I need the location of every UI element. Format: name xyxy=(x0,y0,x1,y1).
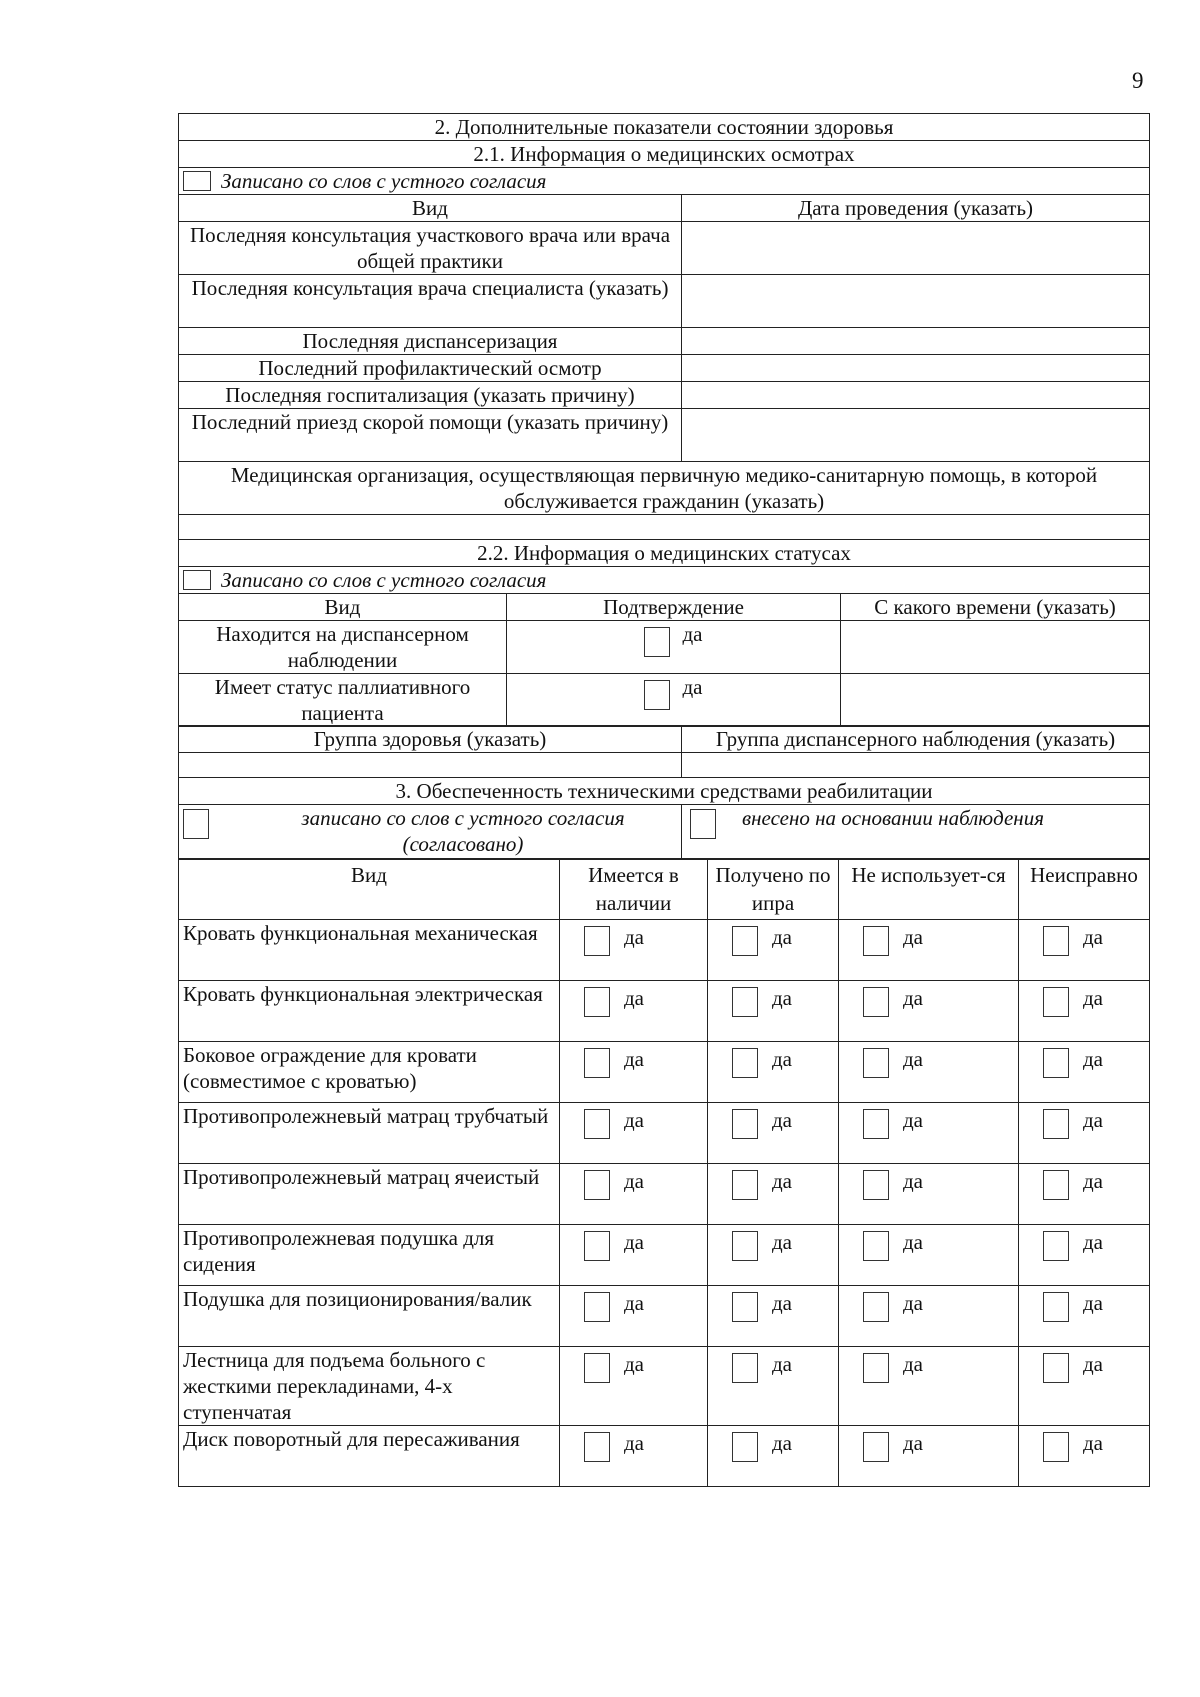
yes-label: да xyxy=(624,1046,645,1071)
yes-label: да xyxy=(1083,1351,1104,1376)
rehab-item-label: Кровать функциональная электрическая xyxy=(179,980,560,1041)
rehab-faulty-cell xyxy=(1019,919,1150,980)
rehab-unused-cell xyxy=(839,1041,1019,1102)
rehab-item-row xyxy=(179,1163,1150,1224)
rehab-available-cell xyxy=(560,1224,708,1285)
yes-label: да xyxy=(682,674,703,699)
rehab-unused-cell xyxy=(839,1224,1019,1285)
rehab-unused-cell xyxy=(839,1346,1019,1425)
rehab-faulty-checkbox[interactable] xyxy=(1043,926,1069,956)
sub22-consent-label: Записано со слов с устного согласия xyxy=(221,567,547,592)
rehab-item-row xyxy=(179,1224,1150,1285)
yes-label: да xyxy=(903,985,924,1010)
rehab-received-checkbox[interactable] xyxy=(732,926,758,956)
rehab-item-label: Боковое ограждение для кровати (совместимое с кроватью) xyxy=(179,1041,560,1102)
section2-title: 2. Дополнительные показатели состоянии здоровья xyxy=(179,114,1150,141)
rehab-available-cell xyxy=(560,919,708,980)
rehab-received-checkbox[interactable] xyxy=(732,1432,758,1462)
yes-label: да xyxy=(772,1046,793,1071)
rehab-faulty-cell xyxy=(1019,1224,1150,1285)
rehab-unused-cell xyxy=(839,980,1019,1041)
rehab-faulty-cell xyxy=(1019,1041,1150,1102)
dispensary-group-label: Группа диспансерного наблюдения (указать) xyxy=(682,726,1150,753)
yes-label: да xyxy=(903,1107,924,1132)
rehab-col-received: Получено по ипра xyxy=(708,859,839,920)
medical-status-table xyxy=(178,539,1150,727)
status-since-input[interactable] xyxy=(841,673,1150,726)
status-confirm-checkbox[interactable] xyxy=(644,680,670,710)
rehab-item-row xyxy=(179,980,1150,1041)
rehab-faulty-cell xyxy=(1019,1425,1150,1486)
rehab-unused-cell xyxy=(839,1285,1019,1346)
yes-label: да xyxy=(903,1168,924,1193)
med-org-input[interactable] xyxy=(179,515,1150,540)
rehab-consent-right xyxy=(682,804,1150,859)
sub22-consent-checkbox[interactable] xyxy=(183,570,211,590)
rehab-available-cell xyxy=(560,1041,708,1102)
yes-label: да xyxy=(903,1290,924,1315)
rehab-unused-checkbox[interactable] xyxy=(863,1048,889,1078)
exam-date-input[interactable] xyxy=(682,328,1150,355)
rehab-received-cell xyxy=(708,980,839,1041)
rehab-item-label: Противопролежневая подушка для сидения xyxy=(179,1224,560,1285)
yes-label: да xyxy=(772,1229,793,1254)
exam-date-input[interactable] xyxy=(682,222,1150,275)
rehab-faulty-checkbox[interactable] xyxy=(1043,1170,1069,1200)
exam-row-label: Последний приезд скорой помощи (указать причину) xyxy=(179,409,682,462)
yes-label: да xyxy=(1083,1229,1104,1254)
status-row-label: Находится на диспансерном наблюдении xyxy=(179,620,507,673)
yes-label: да xyxy=(624,1430,645,1455)
rehab-unused-checkbox[interactable] xyxy=(863,1231,889,1261)
rehab-col-unused: Не использует-ся xyxy=(839,859,1019,920)
exam-date-input[interactable] xyxy=(682,355,1150,382)
rehab-unused-checkbox[interactable] xyxy=(863,1170,889,1200)
rehab-available-checkbox[interactable] xyxy=(584,1109,610,1139)
rehab-received-cell xyxy=(708,1224,839,1285)
exam-row-label: Последняя консультация врача специалиста (указать) xyxy=(179,275,682,328)
yes-label: да xyxy=(1083,1168,1104,1193)
rehab-faulty-checkbox[interactable] xyxy=(1043,1353,1069,1383)
exam-row-label: Последний профилактический осмотр xyxy=(179,355,682,382)
rehab-item-row xyxy=(179,1346,1150,1425)
rehab-faulty-cell xyxy=(1019,1346,1150,1425)
yes-label: да xyxy=(772,1168,793,1193)
rehab-items-table xyxy=(178,919,1150,1487)
rehab-consent-left-label: записано со слов с устного согласия (согласовано) xyxy=(301,805,625,856)
yes-label: да xyxy=(772,1107,793,1132)
yes-label: да xyxy=(903,1351,924,1376)
yes-label: да xyxy=(624,1351,645,1376)
exam-row-label: Последняя диспансеризация xyxy=(179,328,682,355)
status-since-input[interactable] xyxy=(841,620,1150,673)
rehab-received-cell xyxy=(708,1163,839,1224)
yes-label: да xyxy=(903,1046,924,1071)
rehab-received-checkbox[interactable] xyxy=(732,1292,758,1322)
yes-label: да xyxy=(772,1351,793,1376)
yes-label: да xyxy=(772,1430,793,1455)
rehab-unused-checkbox[interactable] xyxy=(863,987,889,1017)
yes-label: да xyxy=(903,924,924,949)
rehab-available-checkbox[interactable] xyxy=(584,1432,610,1462)
status-row-label: Имеет статус паллиативного пациента xyxy=(179,673,507,726)
rehab-consent-left-checkbox[interactable] xyxy=(183,809,209,839)
health-group-input[interactable] xyxy=(179,753,682,778)
sub22-title: 2.2. Информация о медицинских статусах xyxy=(179,539,1150,566)
sub22-consent-row xyxy=(179,566,1150,593)
sub21-title: 2.1. Информация о медицинских осмотрах xyxy=(179,141,1150,168)
rehab-consent-right-label: внесено на основании наблюдения xyxy=(742,805,1044,830)
rehab-item-label: Лестница для подъема больного с жесткими перекладинами, 4-х ступенчатая xyxy=(179,1346,560,1425)
rehab-available-cell xyxy=(560,1163,708,1224)
rehab-faulty-cell xyxy=(1019,1102,1150,1163)
sub22-col-confirm: Подтверждение xyxy=(507,593,841,620)
health-form xyxy=(178,113,1150,1487)
rehab-received-checkbox[interactable] xyxy=(732,1109,758,1139)
status-confirm-cell xyxy=(507,620,841,673)
sub21-consent-label: Записано со слов с устного согласия xyxy=(221,169,547,193)
rehab-consent-table xyxy=(178,777,1150,860)
rehab-received-cell xyxy=(708,1102,839,1163)
rehab-item-label: Противопролежневый матрац ячеистый xyxy=(179,1163,560,1224)
rehab-available-cell xyxy=(560,980,708,1041)
rehab-unused-cell xyxy=(839,919,1019,980)
rehab-consent-right-checkbox[interactable] xyxy=(690,809,716,839)
rehab-received-checkbox[interactable] xyxy=(732,1048,758,1078)
exam-date-input[interactable] xyxy=(682,409,1150,462)
sub22-col-type: Вид xyxy=(179,593,507,620)
sub21-consent-row xyxy=(179,168,1150,195)
rehab-received-cell xyxy=(708,1041,839,1102)
rehab-received-checkbox[interactable] xyxy=(732,987,758,1017)
rehab-received-cell xyxy=(708,1346,839,1425)
exam-row-label: Последняя консультация участкового врача или врача общей практики xyxy=(179,222,682,275)
med-org-label: Медицинская организация, осуществляющая первичную медико-санитарную помощь, в которой обслуживается гражданин (указать) xyxy=(179,462,1150,515)
rehab-faulty-cell xyxy=(1019,1163,1150,1224)
rehab-faulty-checkbox[interactable] xyxy=(1043,1432,1069,1462)
rehab-faulty-checkbox[interactable] xyxy=(1043,1109,1069,1139)
rehab-unused-checkbox[interactable] xyxy=(863,926,889,956)
rehab-item-row xyxy=(179,1285,1150,1346)
health-group-table xyxy=(178,725,1150,778)
yes-label: да xyxy=(772,985,793,1010)
yes-label: да xyxy=(903,1430,924,1455)
yes-label: да xyxy=(624,924,645,949)
rehab-available-checkbox[interactable] xyxy=(584,926,610,956)
rehab-item-label: Кровать функциональная механическая xyxy=(179,919,560,980)
medical-exams-table xyxy=(178,113,1150,540)
rehab-available-cell xyxy=(560,1102,708,1163)
yes-label: да xyxy=(1083,1290,1104,1315)
yes-label: да xyxy=(1083,985,1104,1010)
yes-label: да xyxy=(1083,1430,1104,1455)
rehab-faulty-checkbox[interactable] xyxy=(1043,1048,1069,1078)
sub22-col-since: С какого времени (указать) xyxy=(841,593,1150,620)
exam-date-input[interactable] xyxy=(682,382,1150,409)
rehab-faulty-checkbox[interactable] xyxy=(1043,1292,1069,1322)
rehab-available-checkbox[interactable] xyxy=(584,1170,610,1200)
yes-label: да xyxy=(624,1168,645,1193)
rehab-available-checkbox[interactable] xyxy=(584,1292,610,1322)
yes-label: да xyxy=(772,924,793,949)
sub21-consent-checkbox[interactable] xyxy=(183,171,211,191)
rehab-item-row xyxy=(179,1102,1150,1163)
rehab-received-cell xyxy=(708,919,839,980)
rehab-col-type: Вид xyxy=(179,859,560,920)
rehab-col-faulty: Неисправно xyxy=(1019,859,1150,920)
yes-label: да xyxy=(772,1290,793,1315)
rehab-available-cell xyxy=(560,1346,708,1425)
rehab-col-available: Имеется в наличии xyxy=(560,859,708,920)
sub21-col-type: Вид xyxy=(179,195,682,222)
exam-date-input[interactable] xyxy=(682,275,1150,328)
status-confirm-cell xyxy=(507,673,841,726)
rehab-available-checkbox[interactable] xyxy=(584,1231,610,1261)
rehab-item-label: Диск поворотный для пересаживания xyxy=(179,1425,560,1486)
yes-label: да xyxy=(1083,924,1104,949)
rehab-available-cell xyxy=(560,1425,708,1486)
yes-label: да xyxy=(682,621,703,646)
yes-label: да xyxy=(624,1290,645,1315)
rehab-item-label: Подушка для позиционирования/валик xyxy=(179,1285,560,1346)
rehab-consent-left xyxy=(179,804,682,859)
rehab-table xyxy=(178,858,1150,920)
health-group-label: Группа здоровья (указать) xyxy=(179,726,682,753)
rehab-item-row xyxy=(179,919,1150,980)
rehab-available-cell xyxy=(560,1285,708,1346)
rehab-unused-cell xyxy=(839,1102,1019,1163)
yes-label: да xyxy=(1083,1107,1104,1132)
yes-label: да xyxy=(903,1229,924,1254)
rehab-faulty-cell xyxy=(1019,980,1150,1041)
rehab-faulty-cell xyxy=(1019,1285,1150,1346)
exam-row-label: Последняя госпитализация (указать причину) xyxy=(179,382,682,409)
rehab-item-row xyxy=(179,1425,1150,1486)
rehab-available-checkbox[interactable] xyxy=(584,1353,610,1383)
rehab-unused-checkbox[interactable] xyxy=(863,1292,889,1322)
rehab-item-row xyxy=(179,1041,1150,1102)
rehab-available-checkbox[interactable] xyxy=(584,987,610,1017)
yes-label: да xyxy=(624,1107,645,1132)
page-number: 9 xyxy=(1132,68,1144,93)
rehab-available-checkbox[interactable] xyxy=(584,1048,610,1078)
rehab-received-checkbox[interactable] xyxy=(732,1231,758,1261)
rehab-unused-cell xyxy=(839,1163,1019,1224)
rehab-faulty-checkbox[interactable] xyxy=(1043,1231,1069,1261)
yes-label: да xyxy=(624,1229,645,1254)
rehab-received-cell xyxy=(708,1425,839,1486)
rehab-unused-checkbox[interactable] xyxy=(863,1109,889,1139)
yes-label: да xyxy=(1083,1046,1104,1071)
rehab-unused-cell xyxy=(839,1425,1019,1486)
status-confirm-checkbox[interactable] xyxy=(644,627,670,657)
rehab-unused-checkbox[interactable] xyxy=(863,1432,889,1462)
section3-title: 3. Обеспеченность техническими средствами реабилитации xyxy=(179,777,1150,804)
dispensary-group-input[interactable] xyxy=(682,753,1150,778)
rehab-faulty-checkbox[interactable] xyxy=(1043,987,1069,1017)
rehab-unused-checkbox[interactable] xyxy=(863,1353,889,1383)
rehab-received-cell xyxy=(708,1285,839,1346)
rehab-item-label: Противопролежневый матрац трубчатый xyxy=(179,1102,560,1163)
sub21-col-date: Дата проведения (указать) xyxy=(682,195,1150,222)
rehab-received-checkbox[interactable] xyxy=(732,1353,758,1383)
yes-label: да xyxy=(624,985,645,1010)
rehab-received-checkbox[interactable] xyxy=(732,1170,758,1200)
